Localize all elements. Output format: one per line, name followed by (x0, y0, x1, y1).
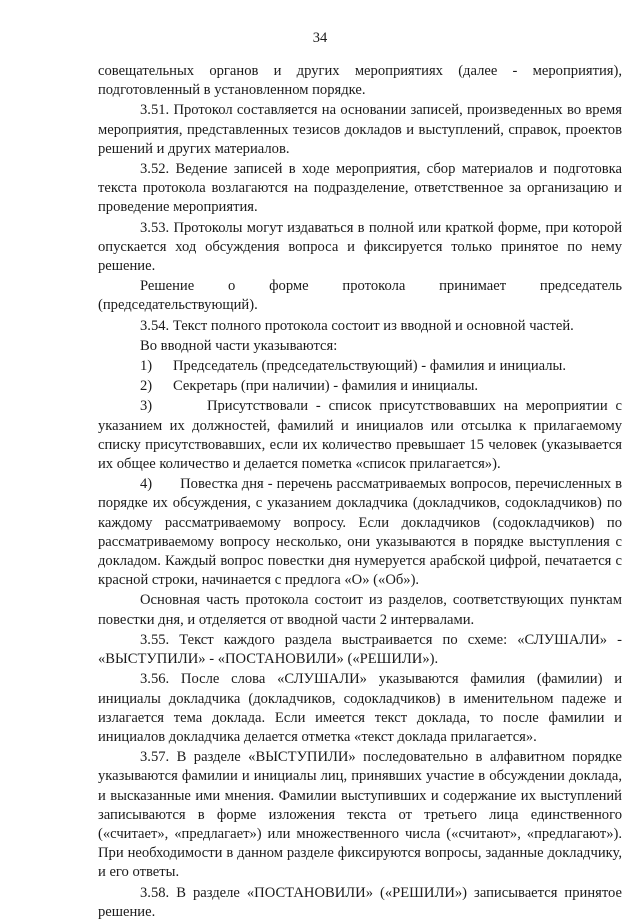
list-item-number: 1) (140, 358, 153, 375)
paragraph-3-55: 3.55. Текст каждого раздела выстраивается по схеме: «СЛУШАЛИ» - «ВЫСТУПИЛИ» - «ПОСТАНОВИЛИ» («РЕШИЛИ»). (98, 631, 622, 668)
list-item-text: Председатель (председательствующий) - фамилия и инициалы. (173, 358, 566, 375)
paragraph-3-54: 3.54. Текст полного протокола состоит из вводной и основной частей. (140, 317, 574, 334)
list-item-number: 4) (140, 476, 153, 493)
list-item (98, 377, 622, 396)
list-item (98, 357, 622, 376)
paragraph-3-53: 3.53. Протоколы могут издаваться в полной или краткой форме, при которой опускается ход обсуждения вопроса и фиксируется только принятое по нему решение. (98, 219, 622, 275)
list-item-text: Повестка дня - перечень рассматриваемых вопросов, перечисленных в порядке их обсуждения, с указанием докладчика (докладчиков, содокладчиков) по каждому рассматриваемому вопросу. Если докладчиков (содокладчиков) по рассматриваемому вопросу несколько, они указываются в порядке выступления с докладом. Каждый вопрос повестки дня нумеруется арабской цифрой, печатается с красной строки, начинается с предлога «О» («Об»). (98, 476, 622, 589)
paragraph-3-52: 3.52. Ведение записей в ходе мероприятия, сбор материалов и подготовка текста протокола возлагаются на подразделение, ответственное за организацию и проведение мероприятия. (98, 161, 622, 216)
paragraph-3-57: 3.57. В разделе «ВЫСТУПИЛИ» последовательно в алфавитном порядке указываются фамилии и инициалы лиц, принявших участие в обсуждении доклада, и высказанные ими мнения. Фамилии выступивших и содержание их выступлений записываются в форме изложения текста от третьего лица единственного («считает», «предлагает») или множественного числа («считают», «предлагают»). При необходимости в данном разделе фиксируются вопросы, заданные докладчику, и его ответы. (98, 749, 622, 881)
paragraph-decision-form: Решение о форме протокола принимает председатель (председательствующий). (98, 278, 622, 314)
paragraph-intro-part: Во вводной части указываются: (140, 337, 338, 354)
list-item-text: Присутствовали - список присутствовавших на мероприятии с указанием их должностей, фамилий и инициалов или отсылка к прилагаемому списку присутствовавших, если их количество превышает 15 человек (указывается их общее количество и делается пометка «список прилагается»). (98, 398, 622, 473)
list-item (98, 475, 622, 590)
paragraph-main-part: Основная часть протокола состоит из разделов, соответствующих пунктам повестки дня, и отделяется от вводной части 2 интервалами. (98, 592, 622, 628)
list-item (98, 397, 622, 474)
list-item-text: Секретарь (при наличии) - фамилия и инициалы. (173, 378, 479, 395)
document-body (98, 62, 622, 923)
paragraph-3-56: 3.56. После слова «СЛУШАЛИ» указываются фамилия (фамилии) и инициалы докладчика (докладчиков, содокладчиков) в именительном падеже и излагается тема доклада. Если имеется текст доклада, то после фамилии и инициалов докладчика делается отметка «текст доклада прилагается». (98, 671, 622, 745)
list-item-number: 3) (140, 398, 153, 415)
list-item-number: 2) (140, 378, 153, 395)
paragraph-continuation: совещательных органов и других мероприятиях (далее - мероприятия), подготовленный в установленном порядке. (98, 63, 622, 99)
paragraph-3-51: 3.51. Протокол составляется на основании записей, произведенных во время мероприятия, представленных тезисов докладов и выступлений, справок, проектов решений и других материалов. (98, 102, 622, 157)
page-number: 34 (312, 30, 328, 46)
paragraph-3-58: 3.58. В разделе «ПОСТАНОВИЛИ» («РЕШИЛИ») записывается принятое решение. (98, 884, 622, 920)
